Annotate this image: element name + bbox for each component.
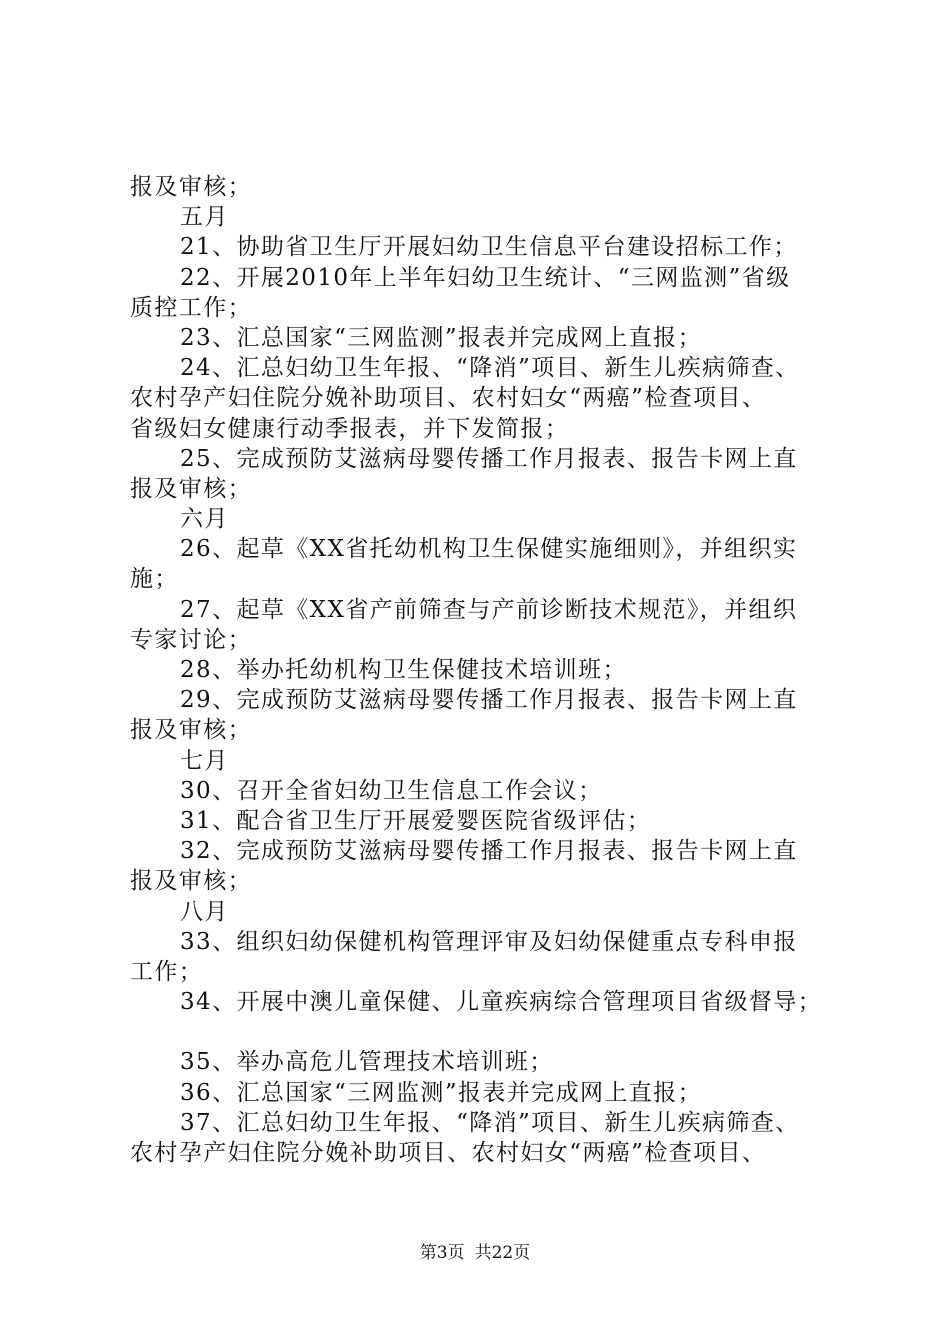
page-footer [0,1242,950,1264]
text-line: 农村孕产妇住院分娩补助项目、农村妇女“两癌”检查项目、 [130,385,767,412]
list-item: 35、举办高危儿管理技术培训班； [180,1049,554,1076]
text-line: 报及审核； [130,174,252,200]
text-line: 报及审核； [130,868,252,895]
month-heading: 六月 [180,506,229,533]
list-item: 30、召开全省妇幼卫生信息工作会议； [180,777,603,804]
text-line: 施； [130,566,179,593]
text-line: 农村孕产妇住院分娩补助项目、农村妇女“两癌”检查项目、 [130,1140,767,1166]
list-item: 29、完成预防艾滋病母婴传播工作月报表、报告卡网上直 [180,687,798,714]
page-number: 第3页 [419,1243,465,1263]
text-line: 报及审核； [130,475,252,502]
list-item: 27、起草《XX省产前筛查与产前诊断技术规范》，并组织 [180,596,798,623]
list-item: 25、完成预防艾滋病母婴传播工作月报表、报告卡网上直 [180,445,798,472]
list-item: 37、汇总妇幼卫生年报、“降消”项目、新生儿疾病筛查、 [180,1109,800,1136]
document-body [130,172,850,1168]
text-line: 专家讨论； [130,626,252,653]
list-item: 31、配合省卫生厅开展爱婴医院省级评估； [180,807,652,834]
month-heading: 八月 [180,898,229,925]
list-item: 22、开展2010年上半年妇幼卫生统计、“三网监测”省级 [180,264,791,291]
text-line: 质控工作； [130,294,252,321]
list-item: 34、开展中澳儿童保健、儿童疾病综合管理项目省级督导； [180,989,823,1016]
list-item: 26、起草《XX省托幼机构卫生保健实施细则》，并组织实 [180,536,798,563]
list-item: 23、汇总国家“三网监测”报表并完成网上直报； [180,324,702,351]
list-item: 36、汇总国家“三网监测”报表并完成网上直报； [180,1079,702,1106]
list-item: 33、组织妇幼保健机构管理评审及妇幼保健重点专科申报 [180,928,798,955]
blank-line [130,1017,850,1047]
month-heading: 七月 [180,747,229,774]
text-line: 报及审核； [130,717,252,744]
list-item: 32、完成预防艾滋病母婴传播工作月报表、报告卡网上直 [180,838,798,865]
list-item: 21、协助省卫生厅开展妇幼卫生信息平台建设招标工作； [180,234,798,261]
text-line: 省级妇女健康行动季报表，并下发简报； [130,415,570,442]
list-item: 24、汇总妇幼卫生年报、“降消”项目、新生儿疾病筛查、 [180,355,800,382]
page-total: 共22页 [474,1243,531,1263]
text-line: 工作； [130,958,204,985]
list-item: 28、举办托幼机构卫生保健技术培训班； [180,657,627,683]
month-heading: 五月 [180,204,229,231]
